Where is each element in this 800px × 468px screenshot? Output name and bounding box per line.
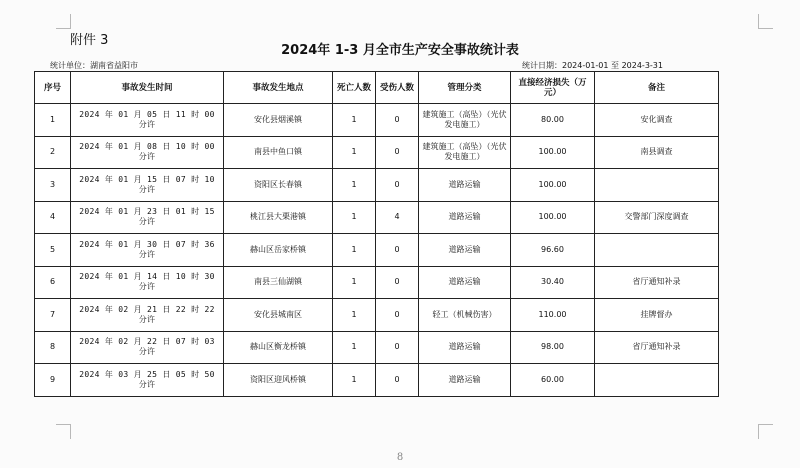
cell-deaths: 1 <box>333 364 376 397</box>
cell-location: 资阳区长春镇 <box>224 169 333 202</box>
header-category: 管理分类 <box>419 72 511 104</box>
cell-injuries: 0 <box>376 104 419 137</box>
cell-loss: 60.00 <box>511 364 595 397</box>
header-injuries: 受伤人数 <box>376 72 419 104</box>
cell-remark: 南县调查 <box>595 136 719 169</box>
cell-location: 南县中鱼口镇 <box>224 136 333 169</box>
cell-category: 道路运输 <box>419 234 511 267</box>
cell-remark <box>595 234 719 267</box>
cell-time: 2024 年 01 月 08 日 10 时 00 分许 <box>71 136 224 169</box>
cell-location: 南县三仙湖镇 <box>224 266 333 299</box>
cell-deaths: 1 <box>333 331 376 364</box>
cell-deaths: 1 <box>333 234 376 267</box>
table-row <box>35 266 719 299</box>
cell-time: 2024 年 01 月 14 日 10 时 30 分许 <box>71 266 224 299</box>
cell-seq: 5 <box>35 234 71 267</box>
cell-location: 资阳区迎风桥镇 <box>224 364 333 397</box>
cell-time: 2024 年 01 月 05 日 11 时 00 分许 <box>71 104 224 137</box>
table-row <box>35 331 719 364</box>
cell-deaths: 1 <box>333 299 376 332</box>
table-row <box>35 136 719 169</box>
cell-loss: 100.00 <box>511 136 595 169</box>
crop-mark-bottom-right <box>758 424 773 439</box>
document-title: 2024年 1-3 月全市生产安全事故统计表 <box>281 43 519 58</box>
cell-category: 道路运输 <box>419 201 511 234</box>
cell-loss: 30.40 <box>511 266 595 299</box>
cell-time: 2024 年 01 月 23 日 01 时 15 分许 <box>71 201 224 234</box>
table-header-row <box>35 72 719 104</box>
cell-time: 2024 年 01 月 30 日 07 时 36 分许 <box>71 234 224 267</box>
cell-location: 安化县烟溪镇 <box>224 104 333 137</box>
cell-injuries: 0 <box>376 234 419 267</box>
table-row <box>35 201 719 234</box>
table-row <box>35 364 719 397</box>
cell-location: 赫山区衡龙桥镇 <box>224 331 333 364</box>
cell-remark: 交警部门深度调查 <box>595 201 719 234</box>
cell-location: 桃江县大栗港镇 <box>224 201 333 234</box>
table-row <box>35 299 719 332</box>
header-location: 事故发生地点 <box>224 72 333 104</box>
cell-loss: 96.60 <box>511 234 595 267</box>
cell-remark <box>595 169 719 202</box>
cell-deaths: 1 <box>333 201 376 234</box>
table-row <box>35 169 719 202</box>
cell-time: 2024 年 03 月 25 日 05 时 50 分许 <box>71 364 224 397</box>
cell-seq: 9 <box>35 364 71 397</box>
cell-time: 2024 年 02 月 21 日 22 时 22 分许 <box>71 299 224 332</box>
cell-seq: 1 <box>35 104 71 137</box>
header-deaths: 死亡人数 <box>333 72 376 104</box>
cell-loss: 110.00 <box>511 299 595 332</box>
header-remark: 备注 <box>595 72 719 104</box>
cell-remark: 安化调查 <box>595 104 719 137</box>
cell-injuries: 0 <box>376 364 419 397</box>
page-number: 8 <box>396 452 404 463</box>
cell-remark: 挂牌督办 <box>595 299 719 332</box>
reporting-unit: 统计单位：湖南省益阳市 <box>50 61 138 70</box>
cell-location: 赫山区岳家桥镇 <box>224 234 333 267</box>
accident-statistics-table <box>34 71 719 397</box>
cell-injuries: 0 <box>376 266 419 299</box>
cell-loss: 100.00 <box>511 169 595 202</box>
table-row <box>35 234 719 267</box>
cell-seq: 8 <box>35 331 71 364</box>
cell-time: 2024 年 02 月 22 日 07 时 03 分许 <box>71 331 224 364</box>
cell-deaths: 1 <box>333 169 376 202</box>
crop-mark-top-right <box>758 14 773 29</box>
cell-category: 轻工（机械伤害） <box>419 299 511 332</box>
cell-category: 道路运输 <box>419 266 511 299</box>
cell-injuries: 4 <box>376 201 419 234</box>
cell-seq: 2 <box>35 136 71 169</box>
cell-seq: 7 <box>35 299 71 332</box>
cell-injuries: 0 <box>376 136 419 169</box>
header-loss: 直接经济损失（万元） <box>511 72 595 104</box>
cell-category: 建筑施工（高坠）（光伏发电施工） <box>419 104 511 137</box>
cell-loss: 98.00 <box>511 331 595 364</box>
cell-category: 建筑施工（高坠）（光伏发电施工） <box>419 136 511 169</box>
cell-injuries: 0 <box>376 299 419 332</box>
cell-location: 安化县城南区 <box>224 299 333 332</box>
cell-category: 道路运输 <box>419 331 511 364</box>
crop-mark-bottom-left <box>56 424 71 439</box>
cell-category: 道路运输 <box>419 364 511 397</box>
cell-remark: 省厅通知补录 <box>595 266 719 299</box>
cell-remark <box>595 364 719 397</box>
cell-deaths: 1 <box>333 104 376 137</box>
cell-category: 道路运输 <box>419 169 511 202</box>
cell-deaths: 1 <box>333 266 376 299</box>
cell-seq: 4 <box>35 201 71 234</box>
cell-loss: 100.00 <box>511 201 595 234</box>
table-row <box>35 104 719 137</box>
cell-loss: 80.00 <box>511 104 595 137</box>
header-time: 事故发生时间 <box>71 72 224 104</box>
attachment-label: 附件 3 <box>70 33 109 48</box>
cell-time: 2024 年 01 月 15 日 07 时 10 分许 <box>71 169 224 202</box>
cell-seq: 6 <box>35 266 71 299</box>
reporting-period: 统计日期：2024-01-01 至 2024-3-31 <box>522 61 663 70</box>
cell-remark: 省厅通知补录 <box>595 331 719 364</box>
crop-mark-top-left <box>56 14 71 29</box>
header-seq: 序号 <box>35 72 71 104</box>
cell-injuries: 0 <box>376 169 419 202</box>
cell-injuries: 0 <box>376 331 419 364</box>
cell-deaths: 1 <box>333 136 376 169</box>
cell-seq: 3 <box>35 169 71 202</box>
